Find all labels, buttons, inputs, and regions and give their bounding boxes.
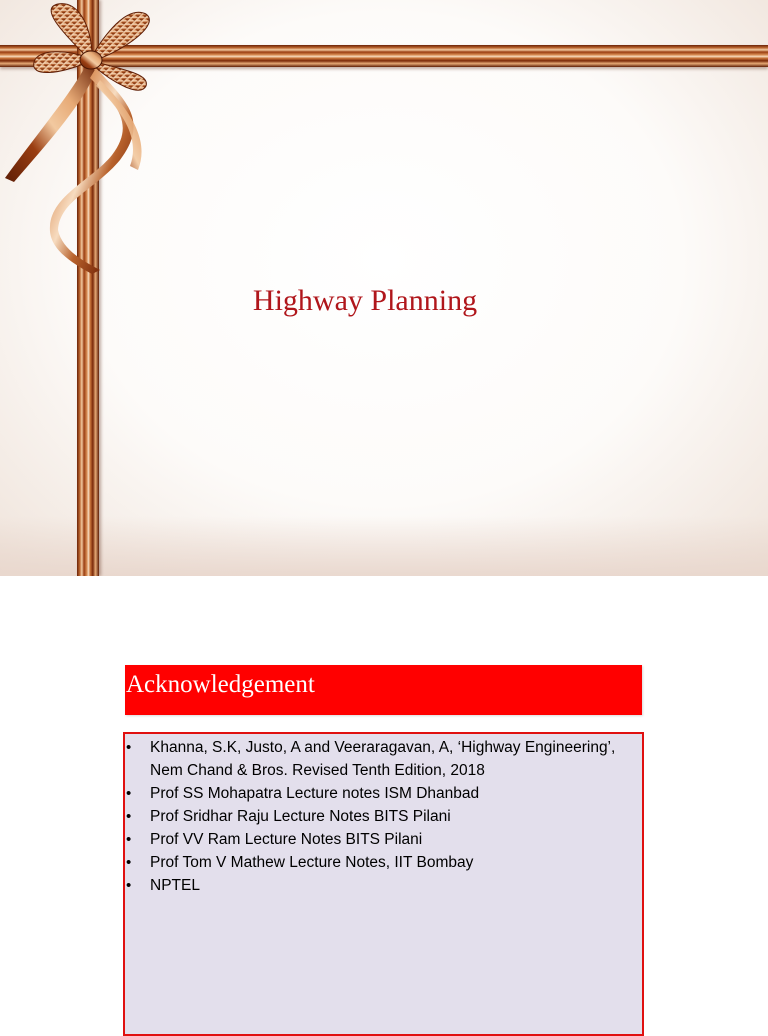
- references-box: [123, 732, 644, 1036]
- list-item: [125, 782, 632, 805]
- bullet-icon: •: [126, 877, 132, 894]
- slide-title: Highway Planning: [252, 284, 478, 317]
- acknowledgement-header: [125, 665, 642, 715]
- references-list: [125, 736, 632, 897]
- reference-text: Prof SS Mohapatra Lecture notes ISM Dhanbad: [150, 785, 480, 802]
- slide-shading: [0, 516, 768, 576]
- acknowledgement-title: Acknowledgement: [126, 671, 315, 698]
- list-item: [125, 828, 632, 851]
- reference-text: Prof Tom V Mathew Lecture Notes, IIT Bombay: [150, 854, 474, 871]
- bullet-icon: •: [126, 785, 132, 802]
- bullet-icon: •: [126, 854, 132, 871]
- list-item: [125, 851, 632, 874]
- bullet-icon: •: [126, 808, 132, 825]
- reference-text: Khanna, S.K, Justo, A and Veeraragavan, A, ‘Highway Engineering’, Nem Chand & Bros. Revised Tenth Edition, 2018: [150, 739, 616, 779]
- list-item: [125, 805, 632, 828]
- reference-text: Prof Sridhar Raju Lecture Notes BITS Pilani: [150, 808, 451, 825]
- acknowledgement-slide: [0, 576, 768, 1024]
- ribbon-bow-icon: [0, 0, 180, 280]
- reference-text: Prof VV Ram Lecture Notes BITS Pilani: [150, 831, 423, 848]
- bullet-icon: •: [126, 831, 132, 848]
- bullet-icon: •: [126, 739, 132, 756]
- list-item: [125, 874, 632, 897]
- list-item: [125, 736, 632, 782]
- reference-text: NPTEL: [150, 877, 200, 894]
